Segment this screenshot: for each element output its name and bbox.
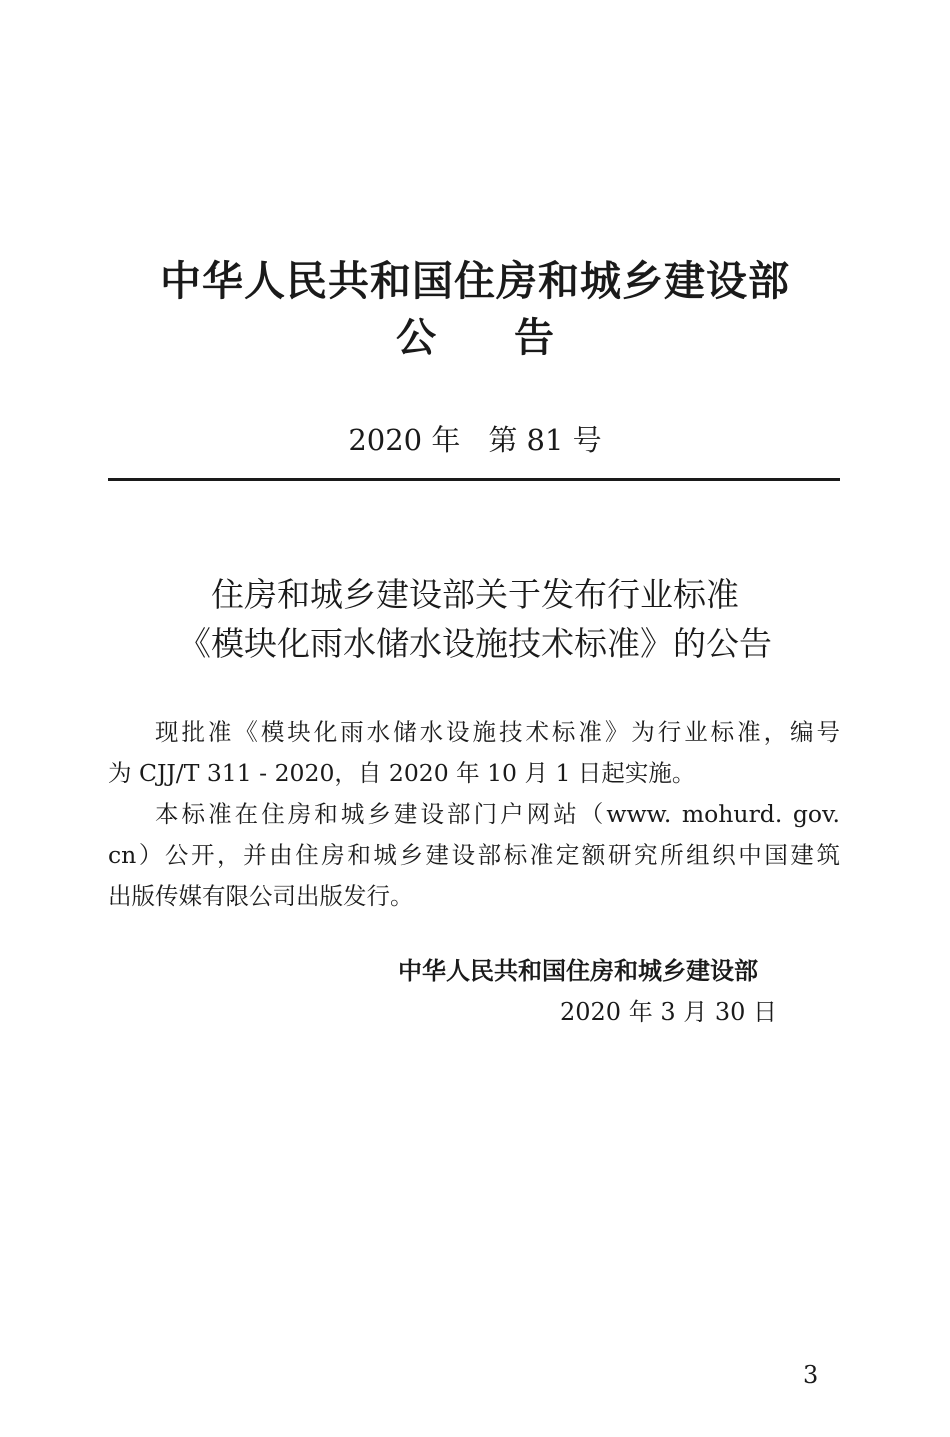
signing-date: 2020 年 3 月 30 日 [560,998,778,1026]
page-number: 3 [803,1361,819,1389]
body-paragraph-2-line-3: 出版传媒有限公司出版发行。 [108,882,414,910]
issue-year: 2020 年 [348,423,461,457]
body-paragraph-1-line-2: 为 CJJ/T 311 - 2020，自 2020 年 10 月 1 日起实施。 [108,759,696,787]
body-paragraph-1-line-1: 现批准《模块化雨水储水设施技术标准》为行业标准，编号 [155,718,840,746]
body-paragraph-2-line-1: 本标准在住房和城乡建设部门户网站（www. mohurd. gov. [155,800,840,828]
notice-heading: 公告 [396,315,632,361]
issue-number-line [0,418,950,459]
issue-number: 第 81 号 [488,423,602,457]
signing-organization: 中华人民共和国住房和城乡建设部 [398,957,758,985]
announcement-title-line-2: 《模块化雨水储水设施技术标准》的公告 [178,624,772,663]
announcement-title-line-1: 住房和城乡建设部关于发布行业标准 [211,575,739,614]
body-paragraph-2-line-2: cn）公开，并由住房和城乡建设部标准定额研究所组织中国建筑 [108,841,840,869]
issuing-organization-heading: 中华人民共和国住房和城乡建设部 [160,257,790,305]
header-divider [108,478,840,481]
